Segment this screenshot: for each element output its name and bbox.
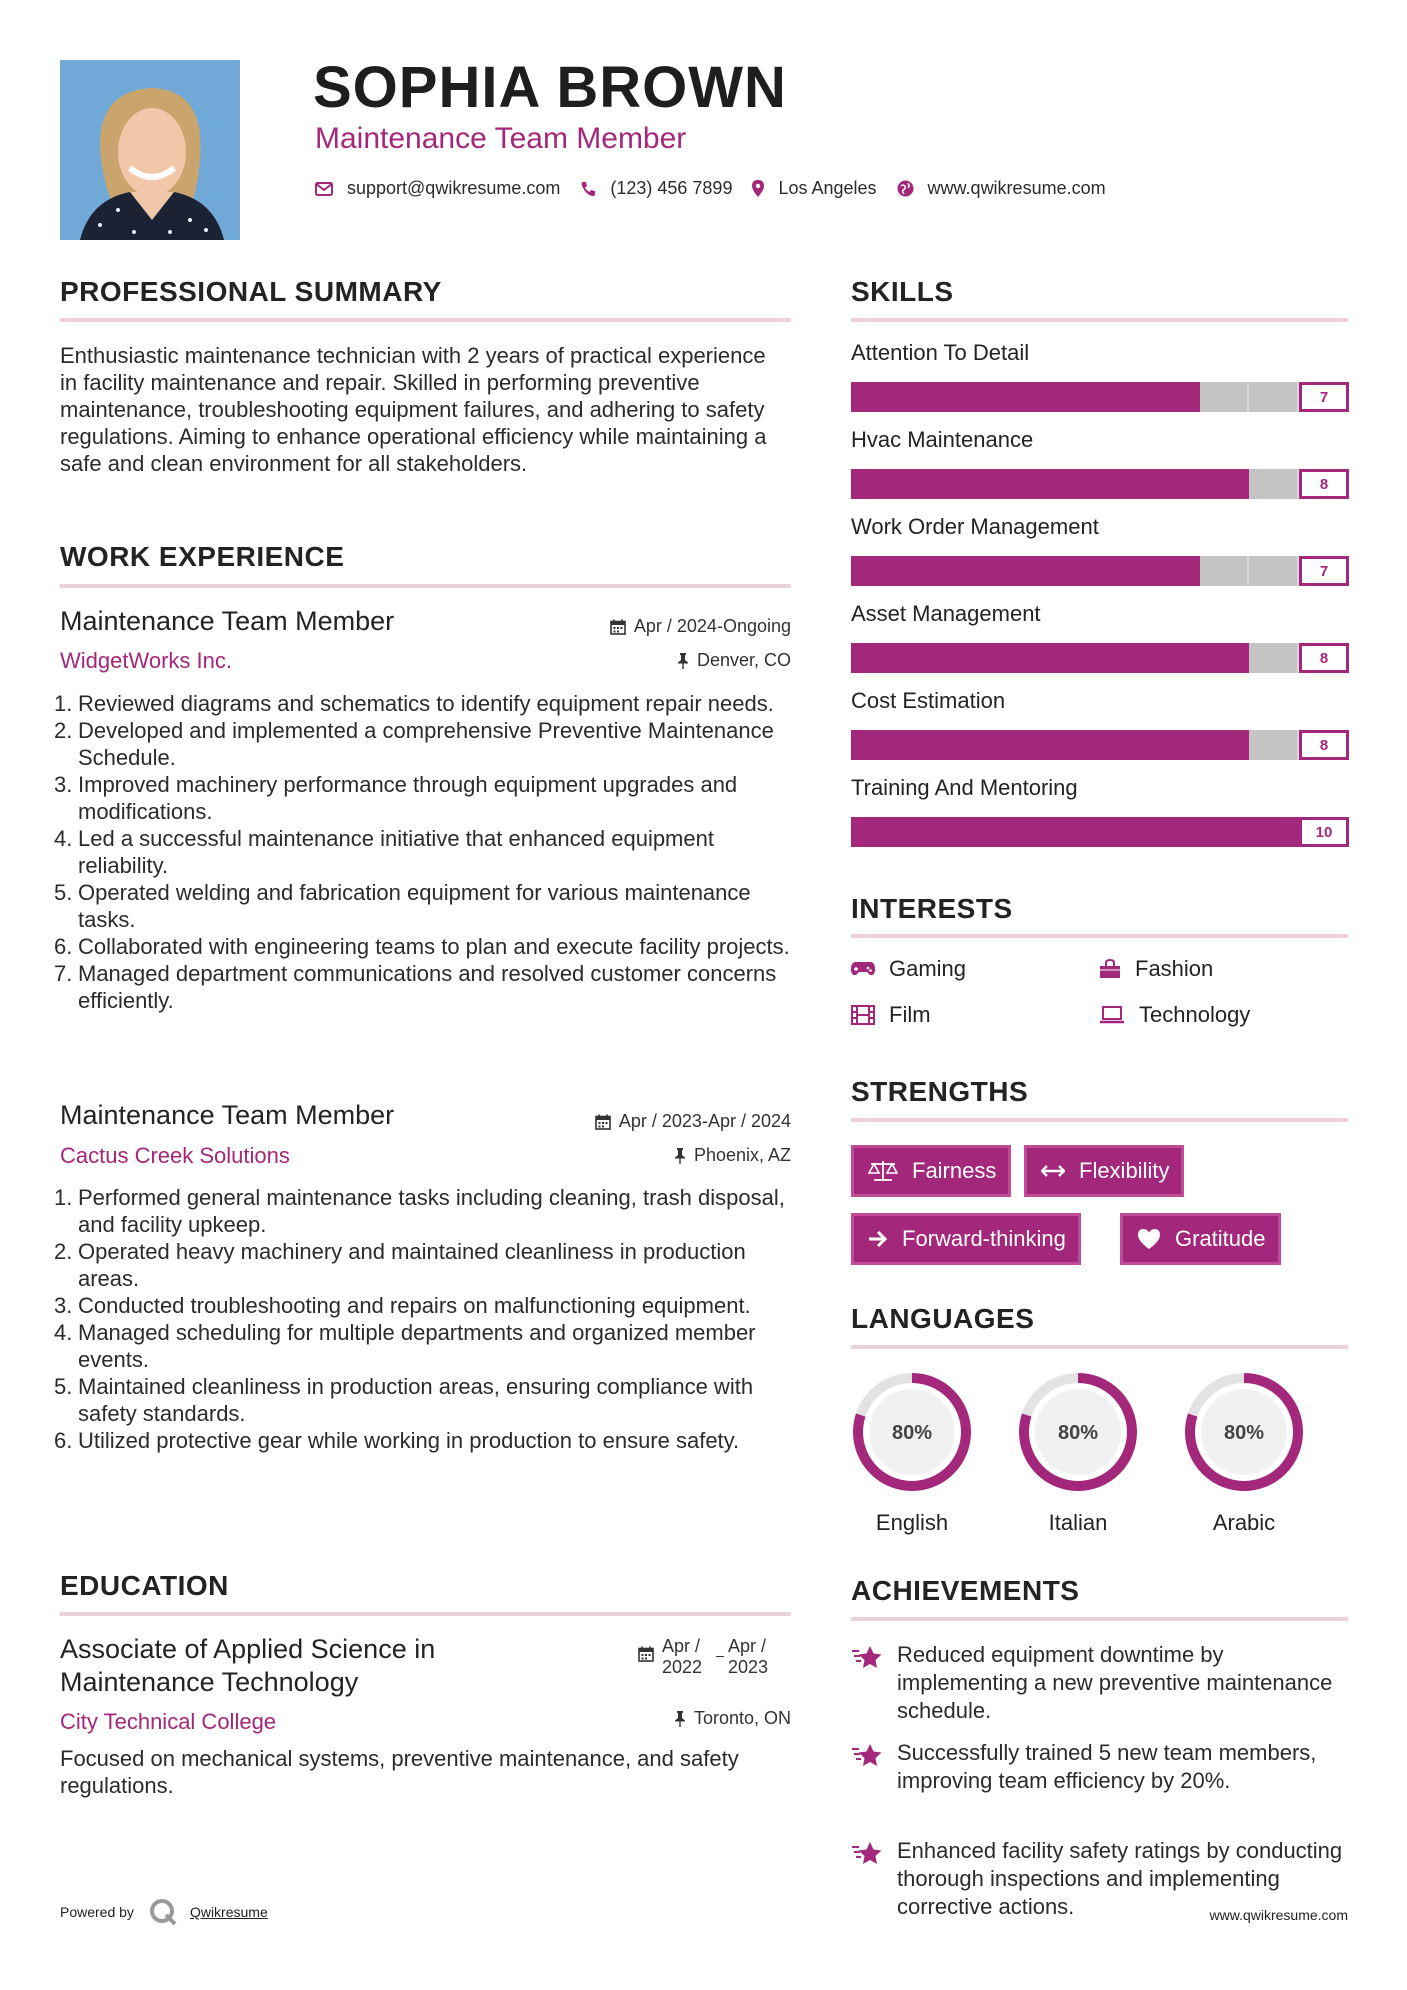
skill-bar-segment [1100, 730, 1150, 760]
interest-fashion [1099, 956, 1213, 982]
skill-label: Attention To Detail [851, 340, 1030, 365]
skill-bar-segment [851, 817, 901, 847]
list-item: 4. Led a successful maintenance initiative that enhanced equipment reliability. [54, 826, 714, 878]
footer-powered-by [60, 1897, 268, 1927]
skills-heading: SKILLS [851, 276, 954, 307]
brand-link[interactable]: Qwikresume [189, 1904, 268, 1920]
skill-bar-segment [1150, 382, 1200, 412]
contact-bar [315, 178, 1126, 199]
education-start: Apr / 2022 [662, 1636, 703, 1677]
date-range-separator [714, 1657, 728, 1678]
job-2-company: Cactus Creek Solutions [60, 1143, 290, 1168]
language-item [1013, 1367, 1143, 1537]
skill-bar-segment [1150, 817, 1200, 847]
skill-bar-segment [1150, 730, 1200, 760]
skill-bar-segment [901, 556, 951, 586]
skill-bar-segment [951, 730, 1001, 760]
education-dates [638, 1636, 780, 1678]
skill-bar-segment [901, 643, 951, 673]
gamepad-icon [851, 961, 875, 977]
interest-label: Film [889, 1002, 931, 1027]
skill-bar-segment [1200, 817, 1250, 847]
star-award-icon [851, 1645, 883, 1671]
skill-bar-segment [851, 730, 901, 760]
skill-item [851, 340, 1349, 420]
job-1-title: Maintenance Team Member [60, 606, 395, 636]
language-label: English [875, 1510, 949, 1535]
interest-gaming [851, 956, 966, 982]
summary-divider [60, 318, 791, 322]
pushpin-icon [674, 1711, 686, 1727]
job-2-location-text: Phoenix, AZ [693, 1145, 791, 1165]
degree-line-1: Associate of Applied Science in [60, 1634, 436, 1664]
skill-score: 8 [1299, 469, 1349, 499]
skill-item [851, 427, 1349, 507]
contact-location [752, 178, 876, 199]
interest-label: Fashion [1135, 956, 1214, 981]
language-percent: 80% [891, 1422, 933, 1444]
skill-bar [851, 469, 1349, 499]
skill-score: 7 [1299, 382, 1349, 412]
skill-bar-segment [1200, 469, 1250, 499]
skill-label: Cost Estimation [851, 688, 1006, 713]
skill-item [851, 601, 1349, 681]
skill-bar-segment [851, 643, 901, 673]
calendar-icon [595, 1114, 611, 1130]
summary-heading: PROFESSIONAL SUMMARY [60, 276, 442, 307]
skill-bar-segment [951, 382, 1001, 412]
skill-bar-segment [1150, 469, 1200, 499]
skill-bar [851, 643, 1349, 673]
language-item [1179, 1367, 1309, 1537]
degree-title [60, 1633, 435, 1699]
skill-bar-segment [1249, 817, 1299, 847]
list-item: 3. Improved machinery performance through equipment upgrades and modifications. [54, 772, 738, 824]
list-item: 1. Performed general maintenance tasks including cleaning, trash disposal, and facility upkeep. [54, 1185, 785, 1237]
education-heading: EDUCATION [60, 1570, 229, 1601]
list-item: 6. Collaborated with engineering teams to plan and execute facility projects. [54, 934, 790, 959]
achievement-text: Reduced equipment downtime by implementing a new preventive maintenance schedule. [897, 1642, 1333, 1723]
job-1-location-text: Denver, CO [696, 650, 791, 670]
skill-bar-segment [1050, 469, 1100, 499]
globe-icon [897, 180, 914, 197]
job-1-dates [610, 616, 791, 637]
strength-fairness [851, 1145, 1011, 1197]
arrows-horizontal-icon [1041, 1164, 1065, 1178]
contact-location-text: Los Angeles [778, 178, 877, 198]
job-1-bullets [54, 690, 800, 1014]
skill-score: 8 [1299, 643, 1349, 673]
job-2-location [674, 1145, 791, 1166]
strengths-heading: STRENGTHS [851, 1076, 1029, 1107]
job-2-title: Maintenance Team Member [60, 1100, 395, 1130]
language-ring [847, 1367, 977, 1497]
list-item: 7. Managed department communications and resolved customer concerns efficiently. [54, 961, 777, 1013]
job-2-dates-text: Apr / 2023-Apr / 2024 [618, 1111, 791, 1131]
strength-label: Flexibility [1079, 1158, 1170, 1183]
list-item: 5. Maintained cleanliness in production areas, ensuring compliance with safety standards. [54, 1374, 754, 1426]
contact-phone-text: (123) 456 7899 [610, 178, 733, 198]
skill-bar-segment [1150, 556, 1200, 586]
skill-bar-segment [1200, 556, 1250, 586]
skill-bar-segment [1000, 643, 1050, 673]
list-item: 2. Operated heavy machinery and maintained cleanliness in production areas. [54, 1239, 746, 1291]
skill-bar-segment [1150, 643, 1200, 673]
skill-bar-segment [1000, 469, 1050, 499]
skill-bar-segment [1000, 382, 1050, 412]
skill-label: Asset Management [851, 601, 1041, 626]
skill-bar-segment [901, 382, 951, 412]
skill-label: Training And Mentoring [851, 775, 1078, 800]
skill-bar-segment [901, 730, 951, 760]
interest-technology [1099, 1002, 1250, 1028]
languages-heading: LANGUAGES [851, 1303, 1035, 1334]
skill-bar-segment [1100, 469, 1150, 499]
job-1-location [677, 650, 791, 671]
skill-bar-segment [851, 469, 901, 499]
phone-icon [580, 181, 596, 197]
languages-divider [851, 1345, 1348, 1349]
job-2-dates [595, 1111, 791, 1132]
heart-icon [1137, 1228, 1161, 1250]
skill-bar-segment [1200, 382, 1250, 412]
skill-bar [851, 730, 1349, 760]
skill-bar-segment [951, 469, 1001, 499]
skill-item [851, 775, 1349, 855]
skill-score: 8 [1299, 730, 1349, 760]
skill-bar-segment [1000, 556, 1050, 586]
strengths-divider [851, 1118, 1348, 1122]
strength-forward-thinking [851, 1213, 1081, 1265]
skill-bar-segment [1249, 730, 1299, 760]
contact-website[interactable] [897, 178, 1106, 199]
language-label: Arabic [1212, 1510, 1276, 1535]
skill-bar-segment [1200, 643, 1250, 673]
skill-bar [851, 817, 1349, 847]
education-divider [60, 1612, 791, 1616]
achievement-text: Successfully trained 5 new team members, improving team efficiency by 20%. [897, 1740, 1317, 1793]
skill-bar-segment [1249, 382, 1299, 412]
star-award-icon [851, 1743, 883, 1769]
skill-bar-segment [901, 817, 951, 847]
skill-bar-segment [851, 382, 901, 412]
experience-heading: WORK EXPERIENCE [60, 541, 345, 572]
profile-photo [60, 60, 240, 240]
contact-email[interactable] [315, 178, 560, 199]
language-percent: 80% [1057, 1422, 1099, 1444]
achievement-text: Enhanced facility safety ratings by conducting thorough inspections and implementing corrective actions. [897, 1838, 1343, 1919]
handbag-icon [1099, 959, 1121, 979]
candidate-name: SOPHIA BROWN [313, 55, 787, 120]
list-item: 6. Utilized protective gear while working in production to ensure safety. [54, 1428, 740, 1453]
footer-site[interactable]: www.qwikresume.com [1209, 1907, 1348, 1923]
experience-divider [60, 584, 791, 588]
interests-heading: INTERESTS [851, 893, 1013, 924]
arrow-right-icon [868, 1230, 888, 1248]
achievement-item [851, 1641, 1348, 1725]
skill-bar-segment [951, 817, 1001, 847]
scale-icon [868, 1160, 898, 1182]
skill-bar-segment [1000, 730, 1050, 760]
laptop-icon [1099, 1006, 1125, 1024]
job-2-bullets [54, 1184, 800, 1454]
skill-bar-segment [1200, 730, 1250, 760]
contact-phone[interactable] [580, 178, 732, 199]
list-item: 1. Reviewed diagrams and schematics to identify equipment repair needs. [54, 691, 774, 716]
skill-bar [851, 556, 1349, 586]
skill-bar-segment [1050, 817, 1100, 847]
strength-label: Forward-thinking [902, 1226, 1066, 1251]
calendar-icon [610, 619, 626, 635]
skill-score: 7 [1299, 556, 1349, 586]
interest-label: Gaming [889, 956, 967, 981]
contact-website-text: www.qwikresume.com [927, 178, 1106, 198]
powered-by-label: Powered by [60, 1904, 134, 1920]
skill-label: Work Order Management [851, 514, 1099, 539]
strength-gratitude [1120, 1213, 1281, 1265]
qwikresume-logo-icon [148, 1897, 178, 1927]
interest-film [851, 1002, 931, 1028]
skill-bar-segment [1249, 469, 1299, 499]
list-item: 3. Conducted troubleshooting and repairs on malfunctioning equipment. [54, 1293, 751, 1318]
skill-bar-segment [1100, 817, 1150, 847]
skill-bar-segment [1100, 382, 1150, 412]
strength-flexibility [1024, 1145, 1184, 1197]
skill-score: 10 [1299, 817, 1349, 847]
skill-bar-segment [1100, 643, 1150, 673]
star-award-icon [851, 1841, 883, 1867]
pushpin-icon [677, 653, 689, 669]
language-percent: 80% [1223, 1422, 1265, 1444]
skill-bar-segment [1249, 556, 1299, 586]
envelope-icon [315, 182, 333, 196]
skill-bar-segment [1050, 556, 1100, 586]
skill-bar-segment [951, 643, 1001, 673]
list-item: 5. Operated welding and fabrication equipment for various maintenance tasks. [54, 880, 751, 932]
skill-bar-segment [1000, 817, 1050, 847]
achievements-heading: ACHIEVEMENTS [851, 1575, 1080, 1606]
skill-bar-segment [1050, 730, 1100, 760]
map-pin-icon [752, 180, 764, 197]
summary-text: Enthusiastic maintenance technician with 2 years of practical experience in facility maintenance and repair. Skilled in performing preventive maintenance, troubleshooting equipment failures, and adhering to safety regulations. Aiming to enhance operational efficiency while maintaining a safe and clean environment for all stakeholders. [60, 343, 767, 476]
school-name: City Technical College [60, 1709, 277, 1734]
skills-divider [851, 318, 1348, 322]
skill-bar-segment [1249, 643, 1299, 673]
interest-label: Technology [1139, 1002, 1251, 1027]
language-ring [1013, 1367, 1143, 1497]
list-item: 2. Developed and implemented a comprehensive Preventive Maintenance Schedule. [54, 718, 774, 770]
language-label: Italian [1048, 1510, 1108, 1535]
degree-line-2: Maintenance Technology [60, 1667, 359, 1697]
strength-label: Fairness [912, 1158, 997, 1183]
skill-bar-segment [951, 556, 1001, 586]
pushpin-icon [674, 1148, 686, 1164]
skill-bar-segment [1050, 643, 1100, 673]
job-1-dates-text: Apr / 2024-Ongoing [633, 616, 791, 636]
language-item [847, 1367, 977, 1537]
skill-item [851, 514, 1349, 594]
skill-bar-segment [1050, 382, 1100, 412]
languages-list [851, 1367, 1349, 1537]
education-location [674, 1708, 791, 1729]
skill-label: Hvac Maintenance [851, 427, 1034, 452]
interests-divider [851, 934, 1348, 938]
skill-bar-segment [851, 556, 901, 586]
education-location-text: Toronto, ON [693, 1708, 791, 1728]
skill-bar-segment [901, 469, 951, 499]
achievement-item [851, 1739, 1348, 1795]
film-icon [851, 1005, 875, 1025]
skill-bar-segment [1100, 556, 1150, 586]
candidate-title: Maintenance Team Member [315, 122, 687, 155]
list-item: 4. Managed scheduling for multiple departments and organized member events. [54, 1320, 756, 1372]
skill-bar [851, 382, 1349, 412]
calendar-icon [638, 1646, 654, 1662]
skill-item [851, 688, 1349, 768]
job-1-company: WidgetWorks Inc. [60, 648, 232, 673]
education-end: Apr / 2023 [728, 1636, 769, 1677]
language-ring [1179, 1367, 1309, 1497]
contact-email-text: support@qwikresume.com [347, 178, 561, 198]
education-description: Focused on mechanical systems, preventive maintenance, and safety regulations. [60, 1746, 739, 1798]
strength-label: Gratitude [1175, 1226, 1266, 1251]
achievements-divider [851, 1617, 1348, 1621]
